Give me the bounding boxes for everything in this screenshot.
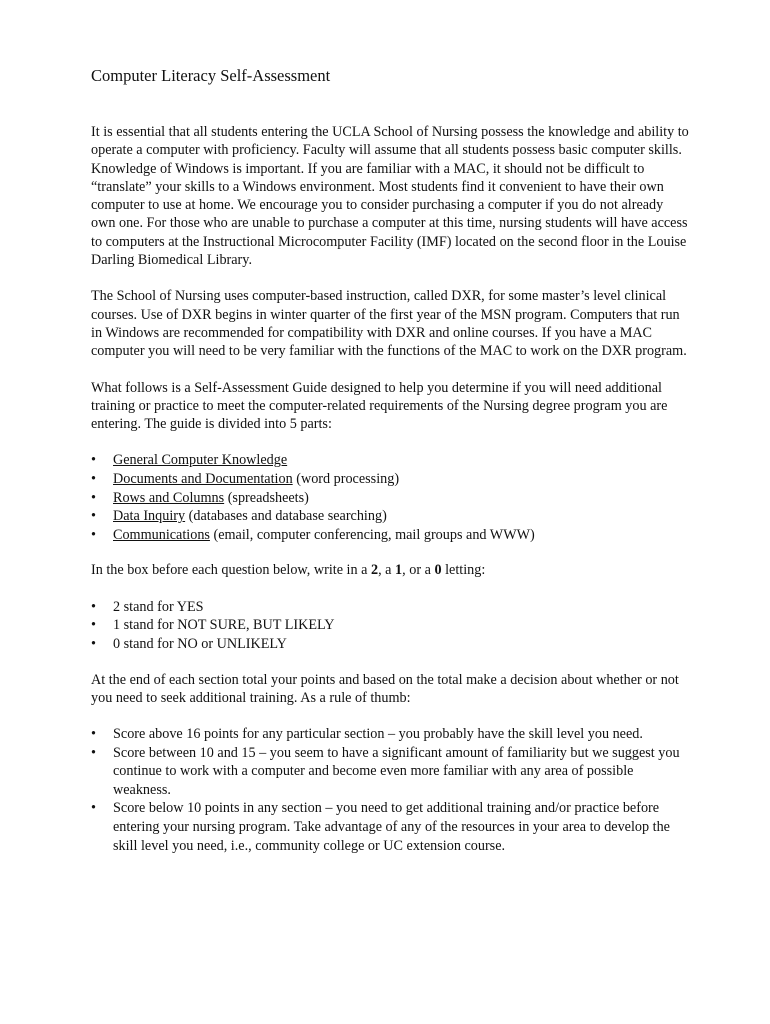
intro-paragraph: It is essential that all students entering the UCLA School of Nursing possess the knowledge and ability to operate a computer with proficiency. Faculty will assume that all students possess basic computer skills. Knowledge of Windows is important. If you are familiar with a MAC, it should not be difficult to “translate” your skills to a Windows environment. Most students find it convenient to have their own computer to use at home. We encourage you to consider purchasing a computer if you do not already own one. For those who are unable to purchase a computer at this time, nursing students will have access to computers at the Instructional Microcomputer Facility (IMF) located on the second floor in the Louise Darling Biomedical Library. [91, 124, 689, 269]
rule-item: Score between 10 and 15 – you seem to have a significant amount of familiarity but we suggest you continue to work with a computer and become even more familiar with any area of possible weakness. [113, 744, 680, 798]
scale-item: 1 stand for NOT SURE, BUT LIKELY [113, 617, 335, 634]
bullet-icon: • [91, 744, 96, 761]
bullet-icon: • [91, 526, 96, 543]
part-desc: (word processing) [292, 471, 400, 488]
bullet-icon: • [91, 635, 96, 652]
bullet-icon: • [91, 800, 96, 817]
score-zero: 0 [434, 562, 442, 579]
guide-paragraph: What follows is a Self-Assessment Guide designed to help you determine if you will need additional training or practice to meet the computer-related requirements of the Nursing degree program you are entering. The guide is divided into 5 parts: [91, 379, 668, 433]
list-item [91, 507, 691, 526]
scoring-paragraph: At the end of each section total your points and based on the total make a decision about whether or not you need to seek additional training. As a rule of thumb: [91, 671, 679, 706]
bullet-icon: • [91, 726, 96, 743]
part-link-general[interactable]: General Computer Knowledge [113, 452, 288, 469]
bullet-icon: • [91, 508, 96, 525]
instruction-text: , a [378, 562, 396, 579]
list-item [91, 598, 691, 617]
bullet-icon: • [91, 452, 96, 469]
part-desc: (databases and database searching) [185, 508, 387, 525]
score-one: 1 [395, 562, 403, 579]
list-item [91, 616, 691, 635]
bullet-icon: • [91, 598, 96, 615]
document-page [91, 66, 691, 872]
instruction-paragraph [91, 561, 691, 579]
list-item [91, 725, 691, 744]
bullet-icon: • [91, 489, 96, 506]
bullet-icon: • [91, 617, 96, 634]
part-link-communications[interactable]: Communications [113, 526, 210, 543]
bullet-icon: • [91, 471, 96, 488]
rule-item: Score below 10 points in any section – you need to get additional training and/or practice before entering your nursing program. Take advantage of any of the resources in your area to develop the skill level you need, i.e., community college or UC extension course. [113, 800, 670, 854]
list-item [91, 744, 691, 800]
part-desc: (spreadsheets) [224, 489, 309, 506]
instruction-text: letting: [441, 562, 486, 579]
part-link-documents[interactable]: Documents and Documentation [113, 471, 293, 488]
instruction-text: In the box before each question below, write in a [91, 562, 371, 579]
scale-item: 2 stand for YES [113, 598, 204, 615]
list-item [91, 635, 691, 654]
rules-list [91, 725, 691, 855]
rule-item: Score above 16 points for any particular section – you probably have the skill level you need. [113, 726, 643, 743]
part-desc: (email, computer conferencing, mail groups and WWW) [209, 526, 535, 543]
part-link-data-inquiry[interactable]: Data Inquiry [113, 508, 186, 525]
dxr-paragraph: The School of Nursing uses computer-based instruction, called DXR, for some master’s level clinical courses. Use of DXR begins in winter quarter of the first year of the MSN program. Computers that run in Windows are recommended for compatibility with DXR and online courses. If you have a MAC computer you will need to be very familiar with the functions of the MAC to work on the DXR program. [91, 288, 687, 360]
list-item [91, 470, 691, 489]
score-two: 2 [370, 562, 379, 579]
scale-item: 0 stand for NO or UNLIKELY [113, 635, 287, 652]
list-item [91, 799, 691, 855]
list-item [91, 489, 691, 508]
parts-list [91, 451, 691, 544]
list-item [91, 451, 691, 470]
document-title: Computer Literacy Self-Assessment [91, 66, 331, 85]
scale-list [91, 598, 691, 654]
part-link-rows-columns[interactable]: Rows and Columns [113, 489, 225, 506]
instruction-text: , or a [402, 562, 435, 579]
list-item [91, 526, 691, 545]
